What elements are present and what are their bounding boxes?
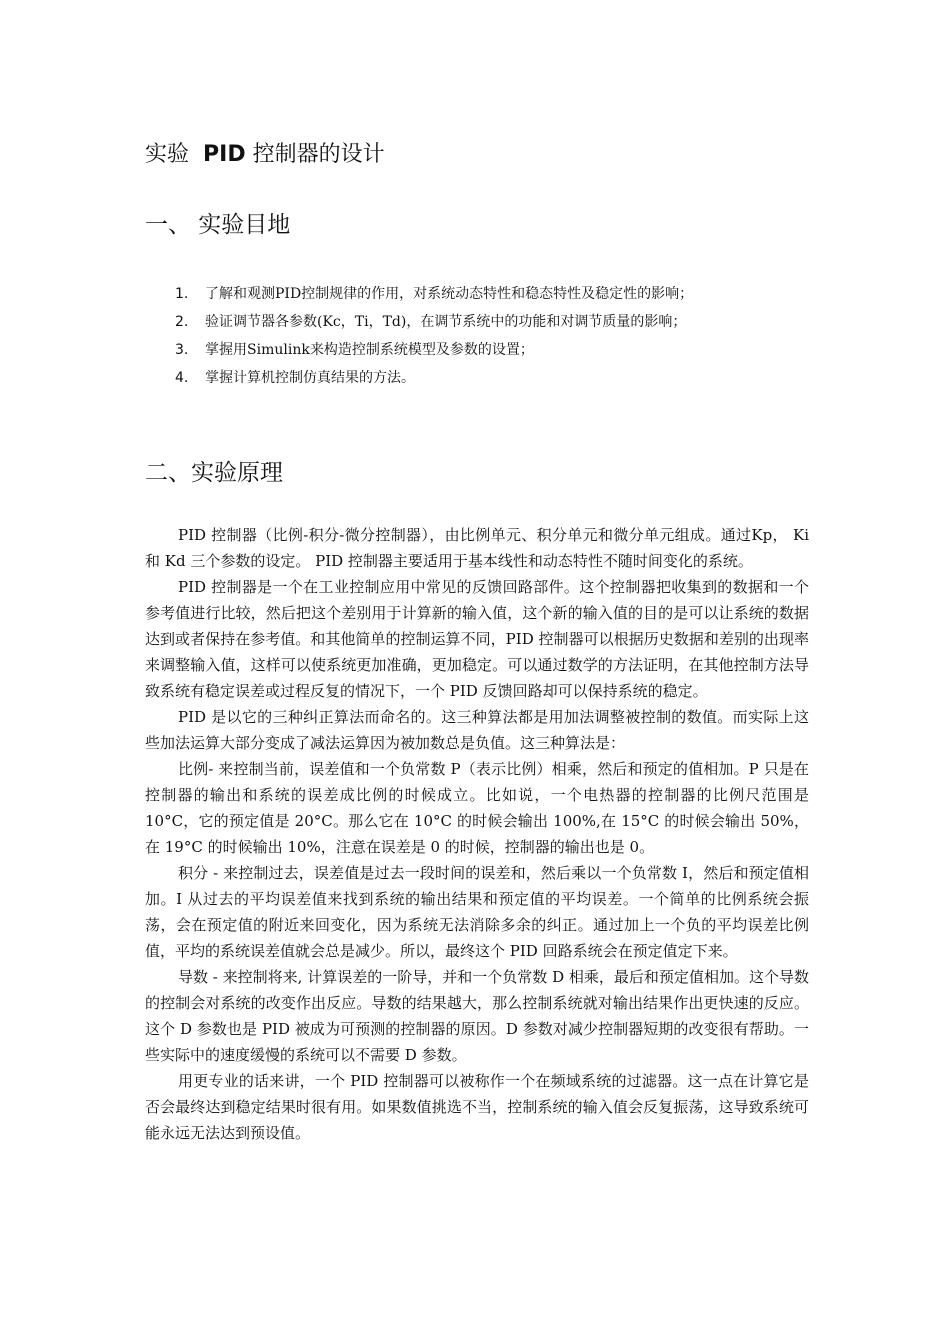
- list-item-number: 4.: [175, 370, 189, 386]
- list-item-text: 掌握计算机控制仿真结果的方法。: [205, 370, 415, 386]
- list-item: [175, 336, 809, 364]
- objectives-list: [175, 280, 809, 392]
- paragraph: PID 是以它的三种纠正算法而命名的。这三种算法都是用加法调整被控制的数值。而实际上这些加法运算大部分变成了减法运算因为被加数总是负值。这三种算法是：: [145, 708, 809, 752]
- list-item: [175, 364, 809, 392]
- paragraph: PID 控制器是一个在工业控制应用中常见的反馈回路部件。这个控制器把收集到的数据和一个参考值进行比较，然后把这个差别用于计算新的输入值，这个新的输入值的目的是可以让系统的数据达到或者保持在参考值。和其他简单的控制运算不同，PID 控制器可以根据历史数据和差别的出现率来调整输入值，这样可以使系统更加准确，更加稳定。可以通过数学的方法证明，在其他控制方法导致系统有稳定误差或过程反复的情况下，一个 PID 反馈回路却可以保持系统的稳定。: [145, 578, 809, 700]
- document-title-bold: PID: [203, 142, 246, 167]
- list-item-text: 验证调节器各参数(Kc，Ti，Td)，在调节系统中的功能和对调节质量的影响；: [205, 314, 687, 330]
- paragraph: 比例- 来控制当前，误差值和一个负常数 P（表示比例）相乘，然后和预定的值相加。P 只是在控制器的输出和系统的误差成比例的时候成立。比如说，一个电热器的控制器的比例尺范围是 10°C，它的预定值是 20°C。那么它在 10°C 的时候会输出 100%,在 15°C 的时候会输出 50%，在 19°C 的时候输出 10%，注意在误差是 0 的时候，控制器的输出也是 0。: [145, 760, 809, 856]
- section-heading-principles: 二、实验原理: [145, 460, 283, 486]
- paragraph: 导数 - 来控制将来, 计算误差的一阶导，并和一个负常数 D 相乘，最后和预定值相加。这个导数的控制会对系统的改变作出反应。导数的结果越大，那么控制系统就对输出结果作出更快速的反应。这个 D 参数也是 PID 被成为可预测的控制器的原因。D 参数对减少控制器短期的改变很有帮助。一些实际中的速度缓慢的系统可以不需要 D 参数。: [145, 968, 809, 1064]
- document-title-suffix: 控制器的设计: [252, 142, 385, 167]
- document-title-prefix: 实验: [145, 142, 190, 167]
- paragraph: PID 控制器（比例-积分-微分控制器），由比例单元、积分单元和微分单元组成。通过Kp， Ki 和 Kd 三个参数的设定。 PID 控制器主要适用于基本线性和动态特性不随时间变化的系统。: [145, 526, 809, 570]
- paragraph: 积分 - 来控制过去，误差值是过去一段时间的误差和，然后乘以一个负常数 I，然后和预定值相加。I 从过去的平均误差值来找到系统的输出结果和预定值的平均误差。一个简单的比例系统会振荡，会在预定值的附近来回变化，因为系统无法消除多余的纠正。通过加上一个负的平均误差比例值，平均的系统误差值就会总是减少。所以，最终这个 PID 回路系统会在预定值定下来。: [145, 864, 809, 960]
- list-item-number: 2.: [175, 314, 189, 330]
- list-item-number: 1.: [175, 286, 189, 302]
- document-title: [145, 140, 385, 170]
- list-item: [175, 280, 809, 308]
- paragraph: 用更专业的话来讲，一个 PID 控制器可以被称作一个在频域系统的过滤器。这一点在计算它是否会最终达到稳定结果时很有用。如果数值挑选不当，控制系统的输入值会反复振荡，这导致系统可能永远无法达到预设值。: [145, 1072, 809, 1142]
- principles-body: [145, 522, 809, 1146]
- list-item: [175, 308, 809, 336]
- list-item-number: 3.: [175, 342, 189, 358]
- list-item-text: 了解和观测PID控制规律的作用，对系统动态特性和稳态特性及稳定性的影响；: [205, 286, 694, 302]
- section-heading-objectives: 一、 实验目地: [145, 212, 291, 238]
- list-item-text: 掌握用Simulink来构造控制系统模型及参数的设置；: [205, 342, 534, 358]
